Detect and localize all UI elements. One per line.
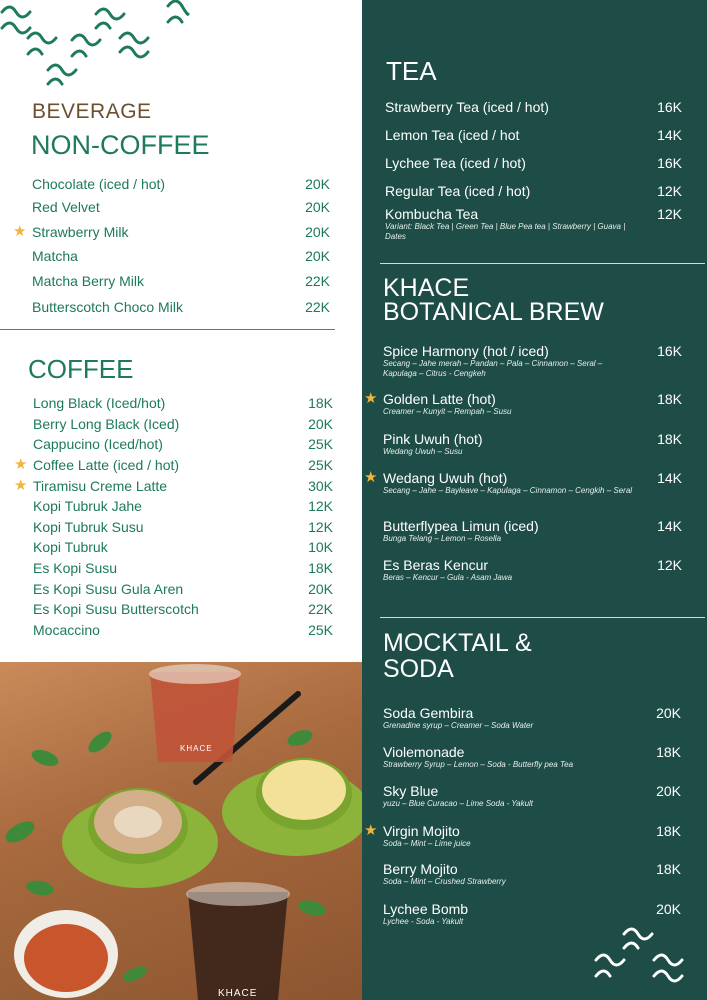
menu-item-description: Soda – Mint – Lime juice xyxy=(383,839,471,848)
cup-logo-bottom: KHACE xyxy=(218,988,258,999)
star-icon: ★ xyxy=(14,477,28,494)
menu-item-name: Virgin Mojito xyxy=(383,823,460,839)
menu-item-price: 12K xyxy=(657,183,682,199)
star-icon: ★ xyxy=(364,469,378,486)
menu-item-name: Kopi Tubruk Jahe xyxy=(33,498,142,514)
menu-item-price: 20K xyxy=(308,581,333,597)
menu-item-price: 16K xyxy=(657,155,682,171)
menu-item-description: Secang – Jahe – Bayleave – Kapulaga – Cinnamon – Cengkih – Seral xyxy=(383,486,633,495)
menu-item-price: 18K xyxy=(656,744,681,760)
menu-item-price: 20K xyxy=(656,705,681,721)
menu-item-name: Golden Latte (hot) xyxy=(383,391,496,407)
menu-item-price: 25K xyxy=(308,436,333,452)
right-panel xyxy=(362,0,707,1000)
star-icon: ★ xyxy=(14,456,28,473)
tea-title: TEA xyxy=(386,56,437,86)
menu-item-price: 20K xyxy=(305,248,330,264)
menu-item-price: 18K xyxy=(308,395,333,411)
ornament-pattern-icon xyxy=(592,920,702,992)
menu-item-price: 14K xyxy=(657,518,682,534)
menu-item-price: 18K xyxy=(308,560,333,576)
menu-item-price: 14K xyxy=(657,470,682,486)
menu-item-price: 22K xyxy=(305,273,330,289)
menu-item-price: 12K xyxy=(308,519,333,535)
menu-item-price: 12K xyxy=(657,557,682,573)
menu-item-name: Strawberry Tea (iced / hot) xyxy=(385,99,549,115)
star-icon: ★ xyxy=(364,390,378,407)
menu-item-price: 20K xyxy=(305,224,330,240)
menu-item-price: 18K xyxy=(657,391,682,407)
menu-item-name: Regular Tea (iced / hot) xyxy=(385,183,531,199)
menu-item-description: Beras – Kencur – Gula - Asam Jawa xyxy=(383,573,513,582)
menu-item-name: Tiramisu Creme Latte xyxy=(33,478,168,494)
menu-item-name: Es Kopi Susu xyxy=(33,560,118,576)
mocktail-title-line1: MOCKTAIL & xyxy=(383,629,532,657)
mocktail-title-line2: SODA xyxy=(383,655,454,683)
divider xyxy=(380,617,705,618)
menu-item-name: Kopi Tubruk Susu xyxy=(33,519,144,535)
menu-item-name: Es Beras Kencur xyxy=(383,557,489,573)
menu-item-price: 18K xyxy=(657,431,682,447)
menu-item-name: Kombucha Tea xyxy=(385,206,479,222)
menu-item-name: Butterflypea Limun (iced) xyxy=(383,518,539,534)
menu-item-price: 12K xyxy=(308,498,333,514)
menu-item-price: 20K xyxy=(308,416,333,432)
divider xyxy=(0,329,335,330)
menu-item-description: Strawberry Syrup – Lemon – Soda - Butterfly pea Tea xyxy=(383,760,574,769)
menu-item-price: 22K xyxy=(305,299,330,315)
ornament-pattern-icon xyxy=(0,0,200,95)
menu-item-description: Creamer – Kunyit – Rempah – Susu xyxy=(383,407,512,416)
menu-item-description: Soda – Mint – Crushed Strawberry xyxy=(383,877,506,886)
menu-item-name: Berry Long Black (Iced) xyxy=(33,416,180,432)
menu-item-name: Es Kopi Susu Gula Aren xyxy=(33,581,184,597)
menu-item-price: 25K xyxy=(308,457,333,473)
menu-item-description: Variant: Black Tea | Green Tea | Blue Pea tea | Strawberry | Guava | Dates xyxy=(385,222,626,241)
menu-item-name: Spice Harmony (hot / iced) xyxy=(383,343,549,359)
menu-item-name: Es Kopi Susu Butterscotch xyxy=(33,601,199,617)
drinks-photo xyxy=(0,662,362,1000)
menu-item-name: Pink Uwuh (hot) xyxy=(383,431,483,447)
menu-item-name: Strawberry Milk xyxy=(32,224,129,240)
menu-item-name: Violemonade xyxy=(383,744,465,760)
menu-item-price: 12K xyxy=(657,206,682,222)
menu-item-price: 25K xyxy=(308,622,333,638)
menu-item-name: Matcha Berry Milk xyxy=(32,273,145,289)
menu-item-price: 20K xyxy=(305,176,330,192)
menu-item-price: 10K xyxy=(308,539,333,555)
menu-item-description: Grenadine syrup – Creamer – Soda Water xyxy=(383,721,534,730)
menu-item-name: Red Velvet xyxy=(32,199,100,215)
menu-item-price: 22K xyxy=(308,601,333,617)
menu-item-description: yuzu – Blue Curacao – Lime Soda - Yakult xyxy=(383,799,534,808)
coffee-title: COFFEE xyxy=(28,354,134,384)
menu-item-description: Secang – Jahe merah – Pandan – Pala – Cinnamon – Seral – Kapulaga – Citrus - Cengkeh xyxy=(383,359,603,378)
menu-item-name: Lychee Bomb xyxy=(383,901,469,917)
menu-item-description: Lychee - Soda - Yakult xyxy=(383,917,464,926)
noncoffee-title: NON-COFFEE xyxy=(31,130,210,160)
beverage-label: BEVERAGE xyxy=(32,100,152,123)
menu-item-description: Wedang Uwuh – Susu xyxy=(383,447,463,456)
star-icon: ★ xyxy=(364,822,378,839)
brew-title-line2: BOTANICAL BREW xyxy=(383,298,604,326)
menu-item-price: 16K xyxy=(657,343,682,359)
divider xyxy=(380,263,705,264)
menu-item-description: Bunga Telang – Lemon – Rosella xyxy=(383,534,502,543)
menu-item-price: 18K xyxy=(656,861,681,877)
menu-item-name: Berry Mojito xyxy=(383,861,458,877)
menu-item-name: Soda Gembira xyxy=(383,705,474,721)
menu-item-name: Cappucino (Iced/hot) xyxy=(33,436,163,452)
menu-item-price: 18K xyxy=(656,823,681,839)
menu-item-price: 20K xyxy=(656,783,681,799)
mint-leaves-decor xyxy=(0,662,362,1000)
cup-logo-top: KHACE xyxy=(180,744,213,753)
menu-item-name: Sky Blue xyxy=(383,783,439,799)
menu-item-name: Lychee Tea (iced / hot) xyxy=(385,155,526,171)
menu-item-name: Coffee Latte (iced / hot) xyxy=(33,457,180,473)
menu-item-name: Chocolate (iced / hot) xyxy=(32,176,166,192)
menu-item-price: 30K xyxy=(308,478,333,494)
menu-item-name: Long Black (Iced/hot) xyxy=(33,395,166,411)
menu-item-name: Kopi Tubruk xyxy=(33,539,108,555)
star-icon: ★ xyxy=(13,223,27,240)
menu-item-price: 16K xyxy=(657,99,682,115)
menu-item-name: Matcha xyxy=(32,248,78,264)
menu-item-price: 14K xyxy=(657,127,682,143)
menu-item-price: 20K xyxy=(656,901,681,917)
menu-item-name: Butterscotch Choco Milk xyxy=(32,299,183,315)
menu-item-name: Lemon Tea (iced / hot xyxy=(385,127,520,143)
menu-item-name: Mocaccino xyxy=(33,622,100,638)
brew-title-line1: KHACE xyxy=(383,274,470,302)
menu-item-price: 20K xyxy=(305,199,330,215)
menu-item-name: Wedang Uwuh (hot) xyxy=(383,470,508,486)
